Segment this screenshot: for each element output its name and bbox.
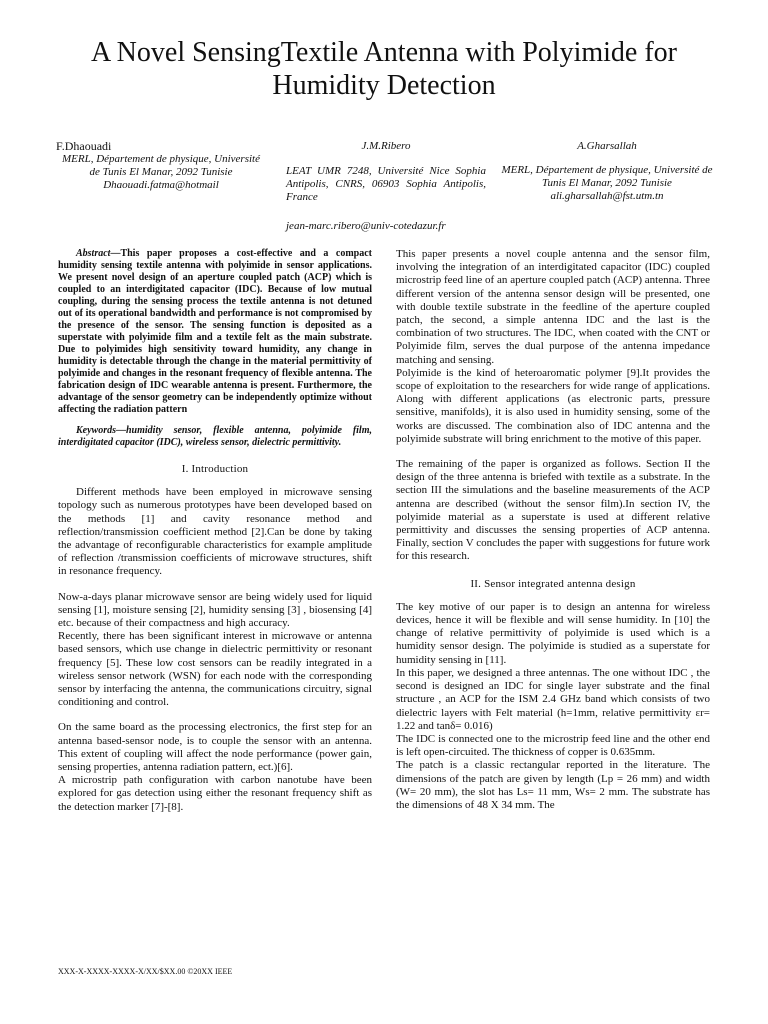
paragraph: The remaining of the paper is organized as follows. Section II the design of the three antenna is briefed with textile as a substrate. In the section III the simulations and the baseline measurements of the ACP antenna are described (without the sensor film).In section IV, the polyimide material as a superstate is used at different relative permittivity and discusses the sensing properties of ACP antenna. Finally, section V concludes the paper with suggestions for future work for this research.	[396, 458, 710, 563]
author-affiliation: LEAT UMR 7248, Université Nice Sophia Antipolis, CNRS, 06903 Sophia Antipolis, France	[286, 165, 486, 203]
paragraph: The key motive of our paper is to design an antenna for wireless devices, hence it will be flexible and will sense humidity. In [10] the change of relative permittivity of polyimide is used which is a humidity sensor design. The polyimide is studied as a superstate for humidity sensing in [11].	[396, 600, 710, 666]
section-heading-introduction: I. Introduction	[181, 463, 249, 475]
paragraph: Now-a-days planar microwave sensor are being widely used for liquid sensing [1], moisture sensing [2], humidity sensing [3] , biosensing [4] etc. because of their compactness and high accuracy.	[58, 590, 372, 630]
author-name: A.Gharsallah	[577, 140, 637, 152]
paragraph: The patch is a classic rectangular reported in the literature. The dimensions of the patch are given by length (Lp = 26 mm) and width (W= 20 mm), the slot has Ls= 11 mm, Ws= 2 mm. The substrate has the dimensions of 48 X 34 mm. The	[396, 759, 710, 811]
paragraph: Polyimide is the kind of heteroaromatic polymer [9].It provides the scope of exploitation to the researchers for wide range of applications. Along with different applications (as electronic parts, pressure sensitive, manifolds), it is also used in humidity sensing, some of the works are discussed. The combination also of IDC antenna and the polyimide substrate will bring enrichment to the motive of this paper.	[396, 366, 710, 445]
paragraph: A microstrip path configuration with carbon nanotube have been explored for gas detection using either the resonant frequency shift as the detection marker [7]-[8].	[58, 774, 372, 813]
author-block-3	[496, 140, 718, 203]
paragraph: On the same board as the processing electronics, the first step for an antenna based-sensor node, is to couple the sensor with an antenna. This extent of coupling will affect the node performance (power gain, sensing properties, antenna radiation pattern, ect.)[6].	[58, 721, 372, 774]
left-column	[58, 248, 372, 814]
abstract-text: —This paper proposes a cost-effective and a compact humidity sensing textile antenna with polyimide in sensor applications. We present novel design of an aperture coupled patch (ACP) which is coupled to an interdigitated capacitor (IDC). Because of low mutual coupling, during the sensing process the textile antenna is not detuned out of its operational bandwidth and performance is not compromised by the presence of the sensor. The sensing function is deposited as a superstate with polyimide film and a textile felt as the main substrate. Due to polyimides high sensitivity toward humidity, any change in humidity is detectable through the change in the material permittivity of polyimide and changes in the resonant frequency of flexible antenna. The fabrication design of IDC wearable antenna is present. Furthermore, the advantage of the sensor geometry can be independently optimize without affecting the radiation pattern	[58, 248, 372, 415]
paragraph: The IDC is connected one to the microstrip feed line and the other end is left open-circuited. The thickness of copper is 0.635mm.	[396, 732, 710, 759]
paragraph: Different methods have been employed in microwave sensing topology such as numerous prototypes have been developed based on the methods [1] and cavity resonance method and reflection/transmission coefficient method [2].Can be done by taking the advantage of reconfigurable characteristics for example amplitude of reflection /transmission coefficients of microwave structures, shift in resonance frequency.	[58, 486, 372, 578]
paper-title: A Novel SensingTextile Antenna with Polyimide for Humidity Detection	[91, 37, 677, 101]
paragraph: Recently, there has been significant interest in microwave or antenna based sensors, which use change in dielectric permittivity or resonant frequency [5]. These low cost sensors can be readily integrated in a wireless sensor network (WSN) for each node with the corresponding sensor by interfacing the antenna, the communications circuitry, signal conditioning and control.	[58, 630, 372, 709]
section-heading-design: II. Sensor integrated antenna design	[470, 577, 636, 590]
paragraph: In this paper, we designed a three antennas. The one without IDC , the second is designed an IDC for single layer substrate and the final structure , an ACP for the ISM 2.4 GHz band which consists of two dielectric layers with Felt material (h=1mm, relative permittivity εr= 1.22 and tanδ= 0.016)	[396, 666, 710, 732]
abstract-lead: Abstract	[76, 248, 111, 259]
author-block-2	[286, 140, 486, 233]
author-affiliation: MERL, Département de physique, Université de Tunis El Manar, 2092 Tunisie	[501, 164, 713, 189]
author-name: J.M.Ribero	[361, 140, 411, 152]
author-email: Dhaouadi.fatma@hotmail	[103, 179, 219, 191]
author-email: ali.gharsallah@fst.utm.tn	[550, 190, 664, 202]
abstract	[58, 248, 372, 416]
paragraph: This paper presents a novel couple antenna and the sensor film, involving the integration of an interdigitated capacitor (IDC) coupled microstrip feed line of an aperture coupled patch (ACP) antenna. Three different version of the antenna sensor design will be presented, one with double textile substrate in the feedline of the aperture coupled patch, the second, a simple antenna IDC and the last is the combination of two structures. The IDC, when coated with the CNT or Polyimide film, serves the dual purpose of the antenna impedance matching and sensing.	[396, 248, 710, 366]
author-affiliation: MERL, Département de physique, Université de Tunis El Manar, 2092 Tunisie	[62, 153, 260, 178]
right-column	[396, 248, 710, 812]
author-email: jean-marc.ribero@univ-cotedazur.fr	[286, 220, 446, 232]
author-block-1	[56, 140, 266, 192]
author-name: F.Dhaouadi	[56, 139, 112, 153]
keywords: Keywords—humidity sensor, flexible antenna, polyimide film, interdigitated capacitor (IDC), wireless sensor, dielectric permittivity.	[58, 425, 372, 448]
copyright-footer: XXX-X-XXXX-XXXX-X/XX/$XX.00 ©20XX IEEE	[58, 967, 233, 976]
